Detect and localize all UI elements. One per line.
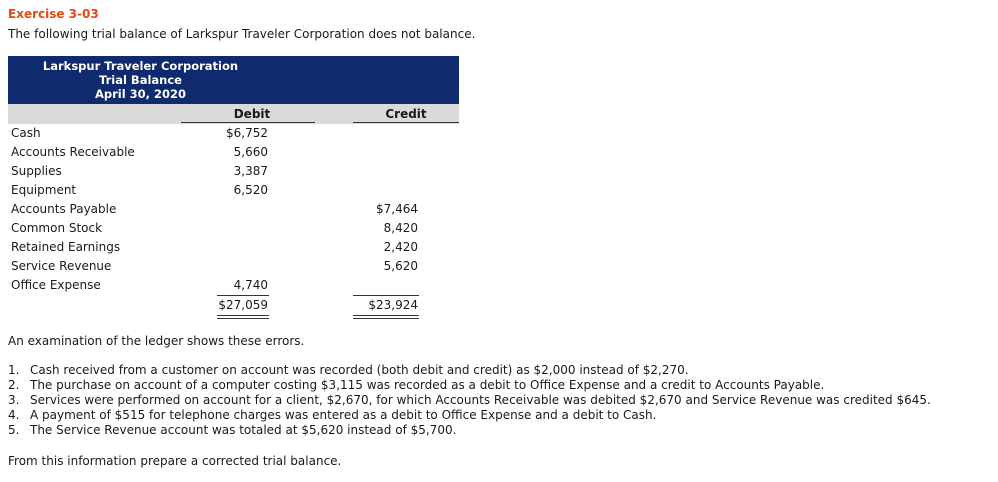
item-text: The Service Revenue account was totaled at $5,620 instead of $5,700. <box>30 423 457 437</box>
debit-total-rule <box>217 295 269 296</box>
item-number: 2. <box>8 378 20 392</box>
item-text: A payment of $515 for telephone charges was entered as a debit to Office Expense and a debit to Cash. <box>30 408 657 422</box>
debit-amount: 6,520 <box>233 183 268 197</box>
credit-double-underline <box>353 315 419 319</box>
item-text: Cash received from a customer on account was recorded (both debit and credit) as $2,000 instead of $2,270. <box>30 363 689 377</box>
item-text: Services were performed on account for a client, $2,670, for which Accounts Receivable was debited $2,670 and Service Revenue was credited $645. <box>30 393 931 407</box>
debit-total: $27,059 <box>218 298 268 312</box>
table-row <box>0 126 470 145</box>
statement-date: April 30, 2020 <box>94 87 187 101</box>
column-header-row <box>8 104 459 124</box>
account-name: Cash <box>11 126 41 140</box>
debit-amount: 4,740 <box>233 278 268 292</box>
item-number: 3. <box>8 393 20 407</box>
table-row <box>0 259 470 278</box>
debit-double-underline <box>217 315 269 319</box>
account-name: Equipment <box>11 183 77 197</box>
account-name: Accounts Payable <box>11 202 117 216</box>
account-name: Accounts Receivable <box>11 145 135 159</box>
examination-text: An examination of the ledger shows these errors. <box>8 334 305 348</box>
account-name: Retained Earnings <box>11 240 121 254</box>
list-item <box>8 378 931 393</box>
table-row <box>0 183 470 202</box>
list-item <box>8 408 931 423</box>
item-number: 4. <box>8 408 20 422</box>
list-item <box>8 423 931 438</box>
credit-column-header: Credit <box>385 107 427 121</box>
credit-total: $23,924 <box>368 298 418 312</box>
credit-header-rule <box>353 122 459 123</box>
company-name: Larkspur Traveler Corporation <box>42 59 239 73</box>
trial-balance-header <box>8 56 459 104</box>
table-row <box>0 202 470 221</box>
intro-text: The following trial balance of Larkspur Traveler Corporation does not balance. <box>8 27 476 41</box>
account-name: Service Revenue <box>11 259 112 273</box>
errors-list <box>8 363 931 438</box>
account-name: Supplies <box>11 164 62 178</box>
account-name: Office Expense <box>11 278 101 292</box>
credit-total-rule <box>353 295 419 296</box>
table-row <box>0 221 470 240</box>
credit-amount: 2,420 <box>383 240 418 254</box>
debit-amount: $6,752 <box>226 126 268 140</box>
debit-amount: 5,660 <box>233 145 268 159</box>
item-number: 1. <box>8 363 20 377</box>
item-text: The purchase on account of a computer costing $3,115 was recorded as a debit to Office Expense and a credit to Accounts Payable. <box>30 378 825 392</box>
debit-column-header: Debit <box>233 107 271 121</box>
table-row <box>0 240 470 259</box>
account-name: Common Stock <box>11 221 103 235</box>
debit-header-rule <box>181 122 315 123</box>
exercise-title: Exercise 3-03 <box>8 7 99 21</box>
statement-name: Trial Balance <box>99 73 182 87</box>
list-item <box>8 393 931 408</box>
instruction-text: From this information prepare a corrected trial balance. <box>8 454 342 468</box>
table-row <box>0 164 470 183</box>
item-number: 5. <box>8 423 20 437</box>
list-item <box>8 363 931 378</box>
credit-amount: 8,420 <box>383 221 418 235</box>
credit-amount: 5,620 <box>383 259 418 273</box>
credit-amount: $7,464 <box>376 202 418 216</box>
debit-amount: 3,387 <box>233 164 268 178</box>
table-row <box>0 145 470 164</box>
